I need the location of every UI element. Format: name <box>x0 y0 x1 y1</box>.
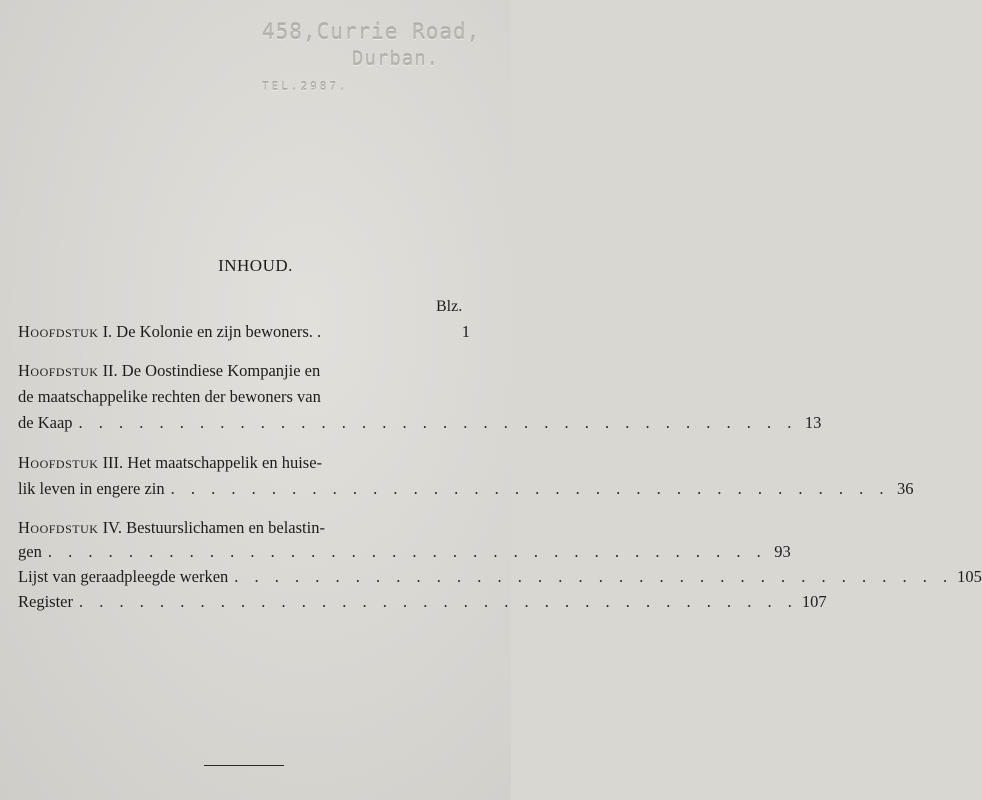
entry-text: IV. Bestuurslichamen en belastin- <box>102 518 325 537</box>
leader-dots: . . . . . . . . . . . . . . . . . . . . . . . . . . . . . . . . . . . . <box>47 542 767 561</box>
leader-dots: . . . . . . . . . . . . . . . . . . . . . . . . . . . . . . . . . . . . <box>234 567 954 586</box>
page-number: 107 <box>801 592 827 611</box>
toc-entry-5 <box>18 567 982 587</box>
leader-dots: . . . . . . . . . . . . . . . . . . . . . . . . . . . . . . . . . . . . <box>78 413 798 432</box>
toc-entry-3-line-2 <box>18 479 914 499</box>
entry-text: de Kaap <box>18 413 73 432</box>
entry-text: Lijst van geraadpleegde werken <box>18 567 229 586</box>
chapter-label: Hoofdstuk <box>18 361 99 380</box>
entry-text: II. De Oostindiese Kompanjie en <box>102 361 321 380</box>
chapter-label: Hoofdstuk <box>18 453 99 472</box>
entry-text: lik leven in engere zin <box>18 479 165 498</box>
leader-dots: . . . . . . . . . . . . . . . . . . . . . . . . . . . . . . . . . . . . <box>79 592 798 611</box>
embossed-stamp-line-1: 458,Currie Road, <box>262 20 481 44</box>
page-number: 1 <box>461 322 470 341</box>
chapter-label: Hoofdstuk <box>18 518 99 537</box>
toc-entry-1 <box>18 322 470 342</box>
entry-text: III. Het maatschappelik en huise- <box>102 453 323 472</box>
entry-text: Register <box>18 592 73 611</box>
page-title: INHOUD. <box>218 256 293 275</box>
page-number: 93 <box>774 542 791 561</box>
toc-entry-2-line-1 <box>18 361 470 381</box>
toc-entry-2-line-3 <box>18 413 822 433</box>
embossed-stamp-line-3: TEL.2987. <box>262 80 349 93</box>
page-number: 36 <box>896 479 914 498</box>
bottom-rule <box>204 765 284 766</box>
entry-text: I. De Kolonie en zijn bewoners. . <box>102 322 322 341</box>
toc-entry-3-line-1 <box>18 453 470 473</box>
leader-dots: . . . . . . . . . . . . . . . . . . . . . . . . . . . . . . . . . . . . <box>170 479 890 498</box>
page-number: 13 <box>804 413 822 432</box>
entry-text: gen <box>18 542 42 561</box>
page-column-header: Blz. <box>436 298 463 315</box>
chapter-label: Hoofdstuk <box>18 322 99 341</box>
page-number: 105 <box>957 567 982 586</box>
toc-entry-2-line-2: de maatschappelike rechten der bewoners van <box>18 387 321 406</box>
toc-entry-4-line-2 <box>18 542 791 562</box>
embossed-stamp-line-2: Durban. <box>352 48 440 70</box>
toc-entry-4-line-1 <box>18 518 470 538</box>
toc-entry-6 <box>18 592 827 612</box>
